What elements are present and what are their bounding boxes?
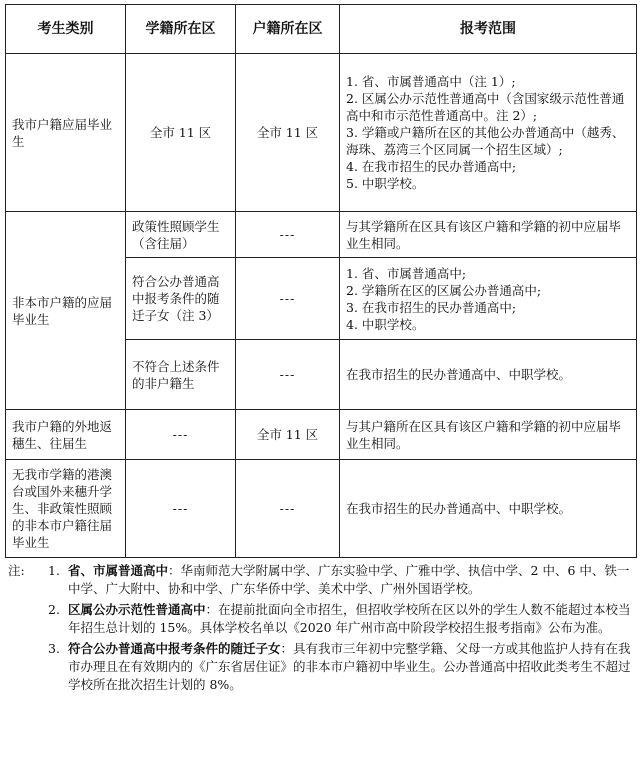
row4-category: 无我市学籍的港澳台或国外来穗升学生、非政策性照顾的非本市户籍往届毕业生	[6, 460, 126, 558]
row3-category: 我市户籍的外地返穗生、往届生	[6, 410, 126, 460]
range-item: 5. 中职学校。	[346, 176, 425, 191]
row2-sub3-type: 不符合上述条件的非户籍生	[126, 340, 236, 410]
notes-section	[8, 562, 632, 694]
row4-range: 在我市招生的民办普通高中、中职学校。	[340, 460, 637, 558]
header-range: 报考范围	[340, 5, 637, 54]
range-item: 2. 区属公办示范性普通高中（含国家级示范性普通高中和市示范性普通高中。注 2）;	[346, 91, 625, 123]
range-item: 3. 在我市招生的民办普通高中;	[346, 299, 517, 315]
row1-category: 我市户籍应届毕业生	[6, 54, 126, 212]
header-category: 考生类别	[6, 5, 126, 54]
row4-household: ---	[236, 460, 340, 558]
table-row	[6, 54, 637, 212]
range-item: 1. 省、市属普通高中;	[346, 265, 467, 281]
note-number: 1.	[48, 563, 60, 578]
admission-scope-table	[5, 4, 637, 558]
row2-sub1-range: 与其学籍所在区具有该区户籍和学籍的初中应届毕业生相同。	[340, 212, 637, 258]
note-keyword: 区属公办示范性普通高中	[68, 602, 206, 617]
row3-school: ---	[126, 410, 236, 460]
note-body	[68, 562, 632, 598]
note-item	[8, 601, 632, 637]
row1-range	[340, 54, 637, 212]
range-item: 4. 中职学校。	[346, 316, 425, 332]
table-row	[6, 460, 637, 558]
range-item: 3. 学籍或户籍所在区的其他公办普通高中（越秀、海珠、荔湾三个区同属一个招生区域）;	[346, 125, 625, 157]
note-text: ：华南师范大学附属中学、广东实验中学、广雅中学、执信中学、2 中、6 中、铁一中学、广大附中、协和中学、广东华侨中学、美术中学、广州外国语学校。	[68, 563, 630, 596]
note-keyword: 符合公办普通高中报考条件的随迁子女	[68, 641, 281, 656]
note-number: 3.	[48, 641, 60, 656]
range-item: 1. 省、市属普通高中（注 1）;	[346, 74, 516, 89]
range-item: 2. 学籍所在区的区属公办普通高中;	[346, 282, 542, 298]
row4-school: ---	[126, 460, 236, 558]
note-item	[8, 640, 632, 694]
note-body	[68, 601, 632, 637]
row2-sub3-range: 在我市招生的民办普通高中、中职学校。	[340, 340, 637, 410]
row3-household: 全市 11 区	[236, 410, 340, 460]
row2-category: 非本市户籍的应届毕业生	[6, 212, 126, 410]
table-row	[6, 212, 637, 258]
row2-sub2-type: 符合公办普通高中报考条件的随迁子女（注 3）	[126, 258, 236, 340]
row2-sub2-range	[340, 258, 637, 340]
note-item	[8, 562, 632, 598]
row2-sub1-household: ---	[236, 212, 340, 258]
row3-range: 与其户籍所在区具有该区户籍和学籍的初中应届毕业生相同。	[340, 410, 637, 460]
header-school-district: 学籍所在区	[126, 5, 236, 54]
note-text: ：具有我市三年初中完整学籍、父母一方或其他监护人持有在我市办理且在有效期内的《广东省居住证》的非本市户籍初中毕业生。公办普通高中招收此类考生不超过学校所在批次招生计划的 8%。	[68, 641, 631, 692]
header-household-district: 户籍所在区	[236, 5, 340, 54]
row2-sub3-household: ---	[236, 340, 340, 410]
note-body	[68, 640, 632, 694]
table-row	[6, 410, 637, 460]
table-header-row	[6, 5, 637, 54]
row2-sub1-type: 政策性照顾学生（含往届）	[126, 212, 236, 258]
note-number: 2.	[48, 602, 60, 617]
note-text: ：在提前批面向全市招生，但招收学校所在区以外的学生人数不能超过本校当年招生总计划的 15%。具体学校名单以《2020 年广州市高中阶段学校招生报考指南》公布为准。	[68, 602, 631, 635]
row1-school: 全市 11 区	[126, 54, 236, 212]
notes-label: 注:	[8, 563, 25, 578]
row2-sub2-household: ---	[236, 258, 340, 340]
note-keyword: 省、市属普通高中	[68, 563, 169, 578]
range-item: 4. 在我市招生的民办普通高中;	[346, 159, 517, 174]
row1-household: 全市 11 区	[236, 54, 340, 212]
